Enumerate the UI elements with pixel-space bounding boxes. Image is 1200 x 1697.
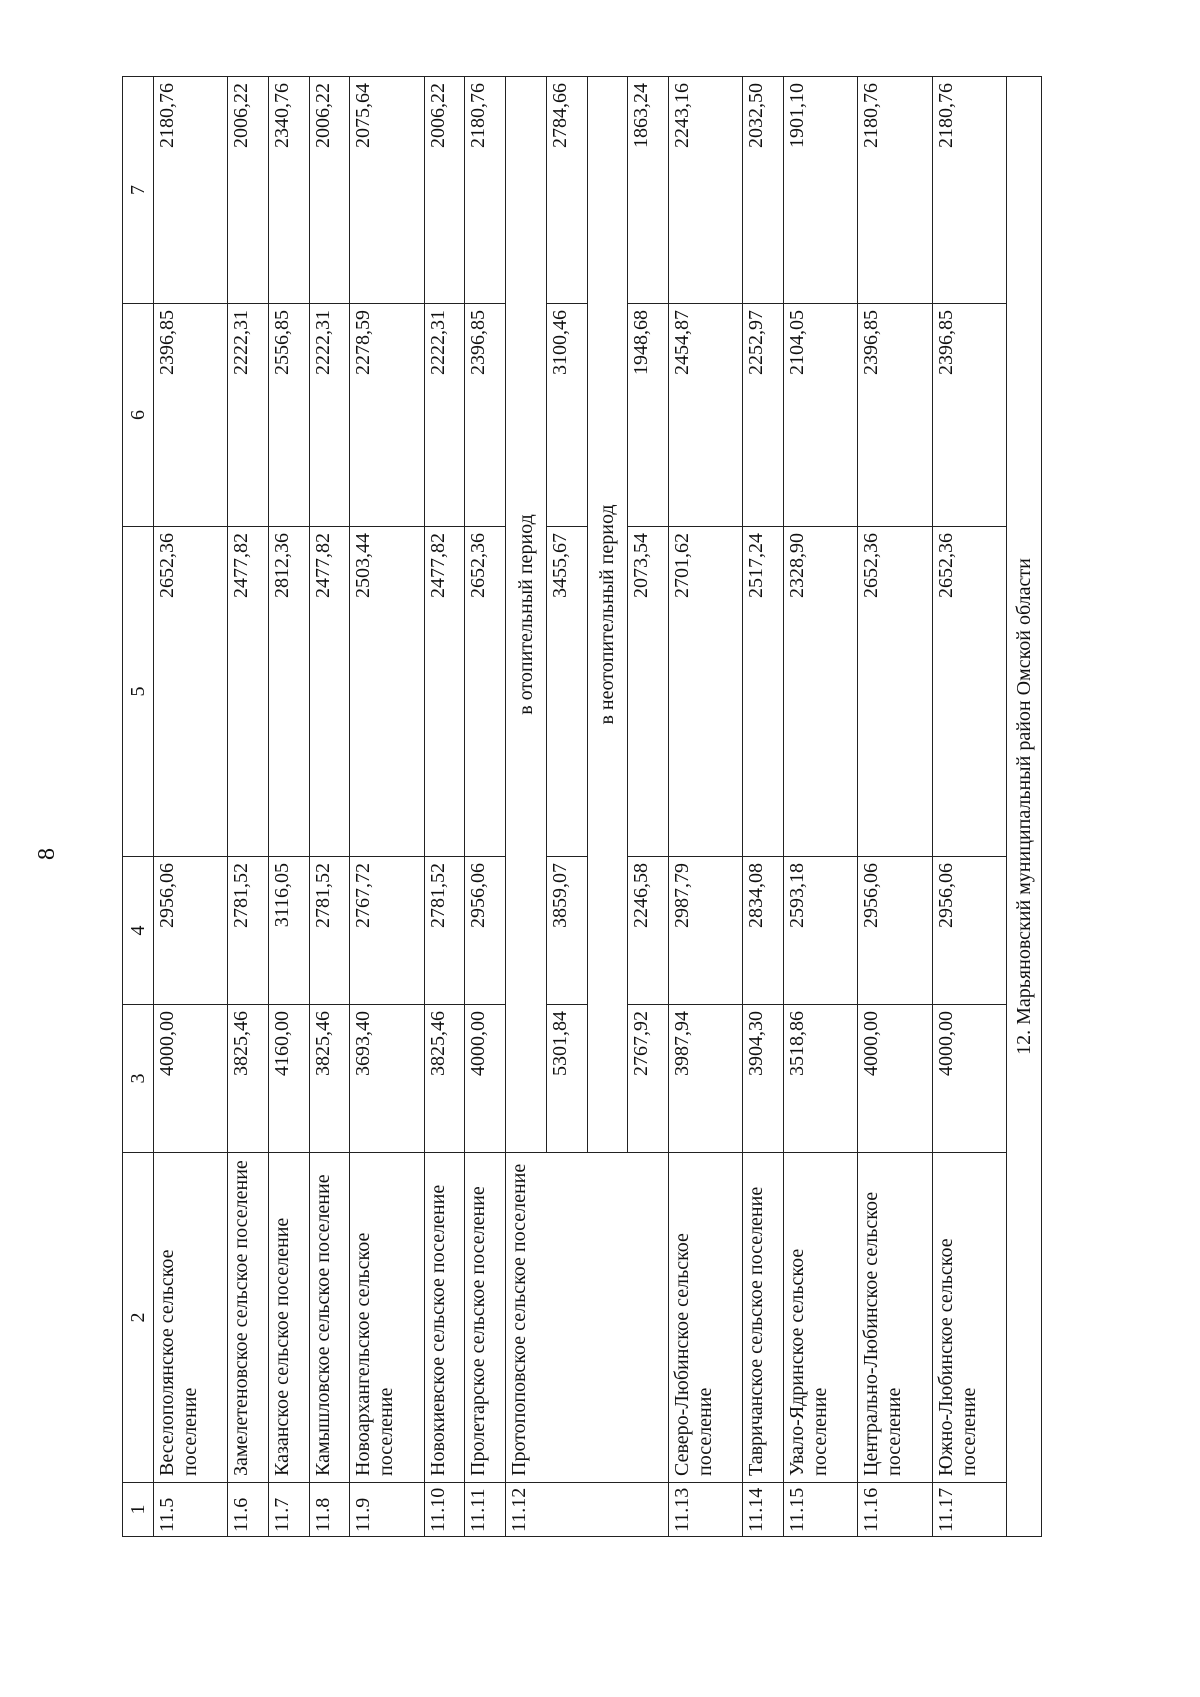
table-row bbox=[858, 77, 932, 1537]
value-col-4: 2781,52 bbox=[424, 857, 465, 1005]
value-col-3: 3518,86 bbox=[784, 1005, 858, 1153]
value-col-7: 2243,16 bbox=[669, 77, 743, 304]
value-col-6: 2278,59 bbox=[350, 304, 424, 527]
row-index: 11.12 bbox=[506, 1483, 669, 1537]
row-index: 11.6 bbox=[228, 1483, 269, 1537]
tariff-table bbox=[122, 76, 1042, 1537]
value-col-5: 2328,90 bbox=[784, 527, 858, 857]
heating-value-col-6: 3100,46 bbox=[546, 304, 587, 527]
settlement-name: Камышловское сельское поселение bbox=[309, 1153, 350, 1483]
value-col-4: 2956,06 bbox=[932, 857, 1006, 1005]
settlement-name: Северо-Любинское сельское поселение bbox=[669, 1153, 743, 1483]
value-col-7: 1901,10 bbox=[784, 77, 858, 304]
value-col-4: 2781,52 bbox=[228, 857, 269, 1005]
row-index: 11.14 bbox=[743, 1483, 784, 1537]
row-index: 11.9 bbox=[350, 1483, 424, 1537]
value-col-5: 2701,62 bbox=[669, 527, 743, 857]
row-index: 11.10 bbox=[424, 1483, 465, 1537]
row-index: 11.5 bbox=[154, 1483, 228, 1537]
col-header-6: 6 bbox=[123, 304, 154, 527]
value-col-5: 2503,44 bbox=[350, 527, 424, 857]
value-col-4: 2834,08 bbox=[743, 857, 784, 1005]
table-row bbox=[309, 77, 350, 1537]
value-col-4: 2956,06 bbox=[858, 857, 932, 1005]
settlement-name: Южно-Любинское сельское поселение bbox=[932, 1153, 1006, 1483]
header-row bbox=[123, 77, 154, 1537]
value-col-5: 2652,36 bbox=[932, 527, 1006, 857]
nonheating-value-col-5: 2073,54 bbox=[628, 527, 669, 857]
value-col-7: 2006,22 bbox=[309, 77, 350, 304]
nonheating-value-col-3: 2767,92 bbox=[628, 1005, 669, 1153]
row-index: 11.15 bbox=[784, 1483, 858, 1537]
value-col-3: 4160,00 bbox=[268, 1005, 309, 1153]
settlement-name: Тавричанское сельское поселение bbox=[743, 1153, 784, 1483]
table-row bbox=[424, 77, 465, 1537]
table-row bbox=[350, 77, 424, 1537]
settlement-name: Увало-Ядринское сельское поселение bbox=[784, 1153, 858, 1483]
heating-period-label: в отопительный период bbox=[506, 77, 547, 1153]
value-col-7: 2180,76 bbox=[465, 77, 506, 304]
value-col-7: 2032,50 bbox=[743, 77, 784, 304]
page-number: 8 bbox=[34, 848, 60, 860]
value-col-3: 3904,30 bbox=[743, 1005, 784, 1153]
value-col-4: 2956,06 bbox=[465, 857, 506, 1005]
table-row bbox=[669, 77, 743, 1537]
row-index: 11.11 bbox=[465, 1483, 506, 1537]
value-col-7: 2180,76 bbox=[154, 77, 228, 304]
heating-value-col-5: 3455,67 bbox=[546, 527, 587, 857]
value-col-6: 2396,85 bbox=[858, 304, 932, 527]
value-col-4: 2767,72 bbox=[350, 857, 424, 1005]
value-col-3: 3825,46 bbox=[228, 1005, 269, 1153]
value-col-4: 2593,18 bbox=[784, 857, 858, 1005]
settlement-name: Пролетарское сельское поселение bbox=[465, 1153, 506, 1483]
col-header-2: 2 bbox=[123, 1153, 154, 1483]
settlement-name: Центрально-Любинское сельское поселение bbox=[858, 1153, 932, 1483]
value-col-7: 2180,76 bbox=[932, 77, 1006, 304]
table-row bbox=[228, 77, 269, 1537]
value-col-6: 2454,87 bbox=[669, 304, 743, 527]
table-row bbox=[154, 77, 228, 1537]
value-col-5: 2652,36 bbox=[465, 527, 506, 857]
row-index: 11.17 bbox=[932, 1483, 1006, 1537]
row-index: 11.8 bbox=[309, 1483, 350, 1537]
value-col-6: 2556,85 bbox=[268, 304, 309, 527]
value-col-3: 4000,00 bbox=[858, 1005, 932, 1153]
value-col-3: 4000,00 bbox=[932, 1005, 1006, 1153]
value-col-3: 4000,00 bbox=[465, 1005, 506, 1153]
value-col-7: 2180,76 bbox=[858, 77, 932, 304]
value-col-3: 3825,46 bbox=[309, 1005, 350, 1153]
value-col-3: 3987,94 bbox=[669, 1005, 743, 1153]
settlement-name: Замелетеновское сельское поселение bbox=[228, 1153, 269, 1483]
value-col-4: 3116,05 bbox=[268, 857, 309, 1005]
value-col-3: 3693,40 bbox=[350, 1005, 424, 1153]
heating-value-col-7: 2784,66 bbox=[546, 77, 587, 304]
value-col-7: 2340,76 bbox=[268, 77, 309, 304]
nonheating-value-col-6: 1948,68 bbox=[628, 304, 669, 527]
value-col-5: 2812,36 bbox=[268, 527, 309, 857]
value-col-4: 2987,79 bbox=[669, 857, 743, 1005]
nonheating-value-col-4: 2246,58 bbox=[628, 857, 669, 1005]
col-header-5: 5 bbox=[123, 527, 154, 857]
value-col-6: 2222,31 bbox=[228, 304, 269, 527]
value-col-6: 2396,85 bbox=[932, 304, 1006, 527]
table-row bbox=[268, 77, 309, 1537]
section-heading-12: 12. Марьяновский муниципальный район Омской области bbox=[1007, 77, 1042, 1537]
value-col-5: 2652,36 bbox=[154, 527, 228, 857]
heating-value-col-3: 5301,84 bbox=[546, 1005, 587, 1153]
nonheating-period-label: в неотопительный период bbox=[587, 77, 628, 1153]
value-col-5: 2477,82 bbox=[309, 527, 350, 857]
value-col-5: 2477,82 bbox=[424, 527, 465, 857]
value-col-6: 2222,31 bbox=[424, 304, 465, 527]
rotated-table-wrapper bbox=[122, 77, 1042, 1537]
value-col-6: 2104,05 bbox=[784, 304, 858, 527]
nonheating-value-col-7: 1863,24 bbox=[628, 77, 669, 304]
value-col-3: 4000,00 bbox=[154, 1005, 228, 1153]
settlement-name: Новокиевское сельское поселение bbox=[424, 1153, 465, 1483]
section-row bbox=[1007, 77, 1042, 1537]
value-col-5: 2652,36 bbox=[858, 527, 932, 857]
value-col-7: 2006,22 bbox=[424, 77, 465, 304]
value-col-3: 3825,46 bbox=[424, 1005, 465, 1153]
settlement-name: Казанское сельское поселение bbox=[268, 1153, 309, 1483]
value-col-5: 2477,82 bbox=[228, 527, 269, 857]
table-row-1112-heading bbox=[506, 77, 547, 1537]
row-index: 11.16 bbox=[858, 1483, 932, 1537]
heating-value-col-4: 3859,07 bbox=[546, 857, 587, 1005]
value-col-6: 2252,97 bbox=[743, 304, 784, 527]
table-row bbox=[784, 77, 858, 1537]
settlement-name: Протопоповское сельское поселение bbox=[506, 1153, 669, 1483]
table-row bbox=[465, 77, 506, 1537]
table-row bbox=[743, 77, 784, 1537]
col-header-4: 4 bbox=[123, 857, 154, 1005]
value-col-7: 2006,22 bbox=[228, 77, 269, 304]
value-col-4: 2781,52 bbox=[309, 857, 350, 1005]
value-col-6: 2396,85 bbox=[154, 304, 228, 527]
value-col-6: 2396,85 bbox=[465, 304, 506, 527]
value-col-7: 2075,64 bbox=[350, 77, 424, 304]
value-col-6: 2222,31 bbox=[309, 304, 350, 527]
col-header-1: 1 bbox=[123, 1483, 154, 1537]
value-col-4: 2956,06 bbox=[154, 857, 228, 1005]
row-index: 11.7 bbox=[268, 1483, 309, 1537]
settlement-name: Новоархангельское сельское поселение bbox=[350, 1153, 424, 1483]
table-row bbox=[932, 77, 1006, 1537]
value-col-5: 2517,24 bbox=[743, 527, 784, 857]
settlement-name: Веселополянское сельское поселение bbox=[154, 1153, 228, 1483]
row-index: 11.13 bbox=[669, 1483, 743, 1537]
col-header-7: 7 bbox=[123, 77, 154, 304]
col-header-3: 3 bbox=[123, 1005, 154, 1153]
